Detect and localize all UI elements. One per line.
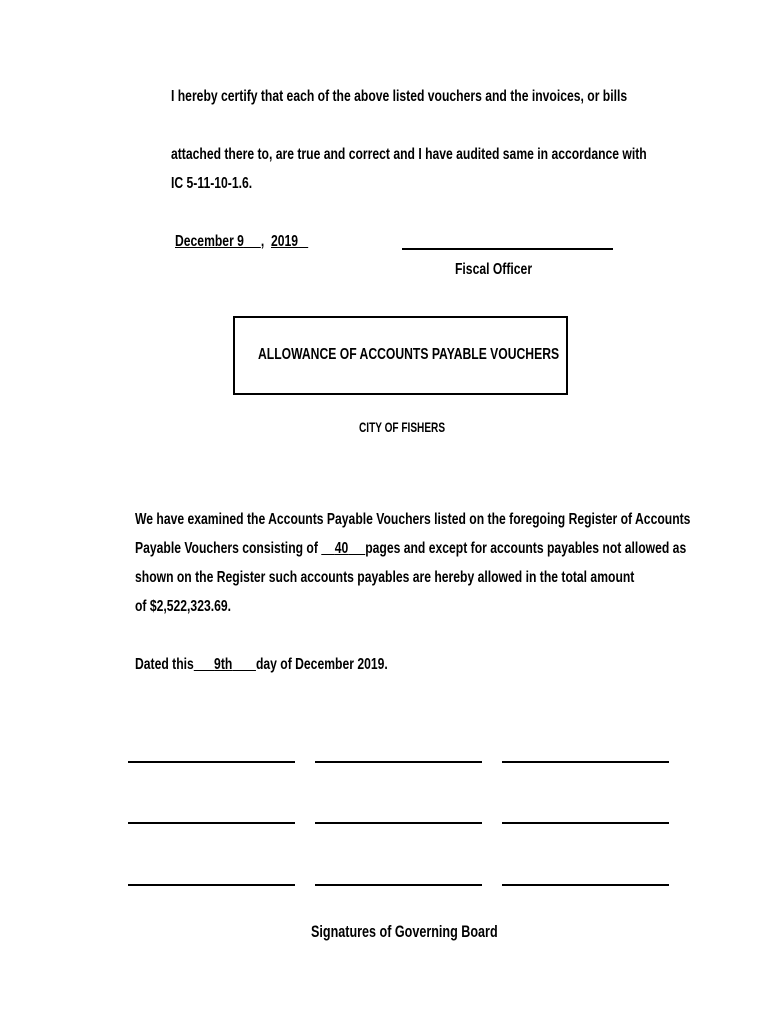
examination-line-2-start: Payable Vouchers consisting of <box>135 540 322 557</box>
examination-line-1: We have examined the Accounts Payable Vouchers listed on the foregoing Register of Accounts <box>135 511 691 528</box>
day-blank-right <box>232 656 256 673</box>
dated-start: Dated this <box>135 656 194 673</box>
pages-blank-right <box>348 540 365 557</box>
heading-title: ALLOWANCE OF ACCOUNTS PAYABLE VOUCHERS <box>258 346 560 363</box>
date-blank-2 <box>298 233 308 250</box>
signature-line-r2c1 <box>128 822 295 824</box>
examination-line-4: of $2,522,323.69. <box>135 598 231 615</box>
signature-line-r3c3 <box>502 884 669 886</box>
examination-line-2-end: pages and except for accounts payables not allowed as <box>365 540 687 557</box>
date-month-day: December 9 <box>175 233 244 250</box>
examination-line-2 <box>135 540 686 558</box>
signature-line-r3c1 <box>128 884 295 886</box>
certification-line-1: I hereby certify that each of the above listed vouchers and the invoices, or bills <box>171 88 628 105</box>
date-separator: , <box>260 233 265 250</box>
certification-date <box>175 233 308 251</box>
dated-day: 9th <box>214 656 233 673</box>
certification-line-3: IC 5-11-10-1.6. <box>171 175 253 192</box>
signature-line-r3c2 <box>315 884 482 886</box>
date-blank-1 <box>244 233 261 250</box>
signature-line-r2c3 <box>502 822 669 824</box>
signature-line-r1c1 <box>128 761 295 763</box>
dated-end: day of December 2019. <box>255 656 388 673</box>
signature-line-r2c2 <box>315 822 482 824</box>
day-blank-left <box>194 656 214 673</box>
examination-line-3: shown on the Register such accounts payables are hereby allowed in the total amount <box>135 569 635 586</box>
certification-line-2: attached there to, are true and correct and I have audited same in accordance with <box>171 146 647 163</box>
fiscal-officer-title: Fiscal Officer <box>455 261 533 278</box>
pages-blank-left <box>321 540 335 557</box>
entity-name: CITY OF FISHERS <box>359 419 446 435</box>
signatures-caption: Signatures of Governing Board <box>311 922 498 941</box>
fiscal-officer-signature-line <box>402 248 613 250</box>
signature-line-r1c3 <box>502 761 669 763</box>
date-year: 2019 <box>270 233 299 250</box>
pages-count: 40 <box>334 540 349 557</box>
signature-line-r1c2 <box>315 761 482 763</box>
dated-line <box>135 656 388 674</box>
